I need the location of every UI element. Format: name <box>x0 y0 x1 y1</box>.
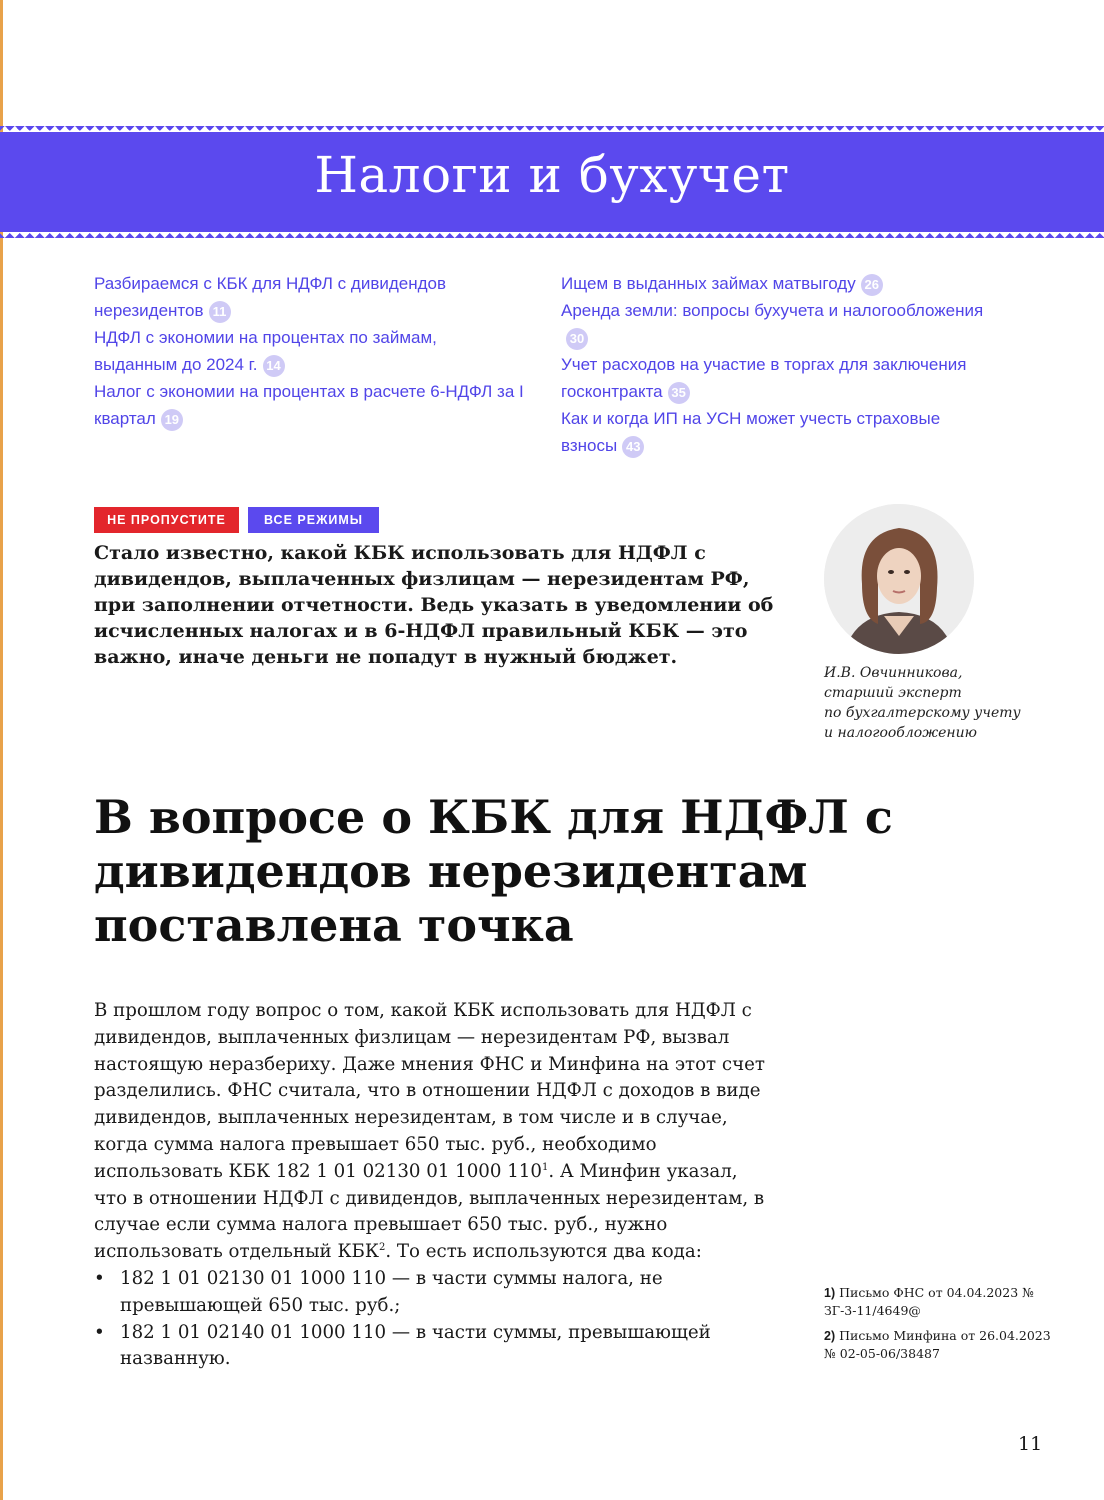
toc-column-1 <box>94 270 524 432</box>
body-paragraph <box>94 998 774 1266</box>
author-name: И.В. Овчинникова, <box>824 665 963 681</box>
footnote-text: Письмо Минфина от 26.04.2023 № 02-05-06/38487 <box>824 1328 1051 1361</box>
list-item: • 182 1 01 02130 01 1000 110 — в части суммы налога, не превышающей 650 тыс. руб.; <box>94 1266 774 1320</box>
author-role-line: старший эксперт <box>824 685 962 701</box>
author-caption <box>824 663 1044 743</box>
toc-page-badge[interactable]: 30 <box>566 328 588 350</box>
toc-item-text[interactable]: Аренда земли: вопросы бухучета и налогообложения <box>561 301 984 320</box>
toc-item[interactable] <box>561 297 1001 351</box>
toc-page-badge[interactable]: 26 <box>861 274 883 296</box>
article-body <box>94 998 774 1373</box>
toc-item[interactable] <box>561 351 1001 405</box>
section-banner <box>0 126 1104 238</box>
footnote-ref-2[interactable]: 2 <box>378 1242 386 1254</box>
footnotes <box>824 1284 1054 1370</box>
toc-item[interactable] <box>561 270 1001 297</box>
tag-dont-miss: НЕ ПРОПУСТИТЕ <box>94 507 239 533</box>
toc-column-2 <box>561 270 1001 459</box>
toc-page-badge[interactable]: 11 <box>209 301 231 323</box>
toc-item-text[interactable]: Как и когда ИП на УСН может учесть страховые взносы <box>561 409 941 455</box>
footnote-number: 1) <box>824 1286 836 1300</box>
toc-item[interactable] <box>561 405 1001 459</box>
footnote-text: Письмо ФНС от 04.04.2023 № ЗГ-3-11/4649@ <box>824 1285 1034 1318</box>
author-role-line: и налогообложению <box>824 725 977 741</box>
footnote-ref-1[interactable]: 1 <box>541 1161 549 1173</box>
article-headline: В вопросе о КБК для НДФЛ с дивидендов нерезидентам поставлена точка <box>94 790 893 952</box>
toc-page-badge[interactable]: 14 <box>263 355 285 377</box>
toc-item-text[interactable]: Налог с экономии на процентах в расчете 6-НДФЛ за I квартал <box>94 382 524 428</box>
page-number: 11 <box>1018 1433 1043 1455</box>
toc-page-badge[interactable]: 43 <box>622 436 644 458</box>
toc-page-badge[interactable]: 35 <box>668 382 690 404</box>
lead-paragraph: Стало известно, какой КБК использовать для НДФЛ с дивидендов, выплаченных физлицам — нерезидентам РФ, при заполнении отчетности. Ведь указать в уведомлении об исчисленных налогах и в 6-НДФЛ правильный КБК — это важно, иначе деньги не попадут в нужный бюджет. <box>94 542 774 668</box>
toc-item[interactable] <box>94 324 524 378</box>
toc-page-badge[interactable]: 19 <box>161 409 183 431</box>
author-role-line: по бухгалтерскому учету <box>824 705 1021 721</box>
footnote <box>824 1284 1054 1319</box>
section-title: Налоги и бухучет <box>314 146 790 204</box>
author-portrait-icon <box>824 504 974 654</box>
kbk-list <box>94 1266 774 1373</box>
body-text: В прошлом году вопрос о том, какой КБК использовать для НДФЛ с дивидендов, выплаченных физлицам — нерезидентам РФ, вызвал настоящую неразбериху. Даже мнения ФНС и Минфина на этот счет разделились. ФНС считала, что в отношении НДФЛ с доходов в виде дивидендов, выплаченных нерезидентам, в том числе и в случае, когда сумма налога превышает 650 тыс. руб., необходимо использовать КБК 182 1 01 02130 01 1000 110 <box>94 1000 765 1182</box>
toc-item-text[interactable]: Ищем в выданных займах матвыгоду <box>561 274 856 293</box>
footnote-number: 2) <box>824 1329 836 1343</box>
banner-zigzag-bottom <box>0 231 1104 238</box>
toc-item[interactable] <box>94 270 524 324</box>
toc-item-text[interactable]: НДФЛ с экономии на процентах по займам, выданным до 2024 г. <box>94 328 437 374</box>
toc-item-text[interactable]: Разбираемся с КБК для НДФЛ с дивидендов нерезидентов <box>94 274 447 320</box>
footnote <box>824 1327 1054 1362</box>
list-item: • 182 1 01 02140 01 1000 110 — в части суммы, превышающей названную. <box>94 1320 774 1374</box>
toc-item[interactable] <box>94 378 524 432</box>
body-text: . А Минфин указал, что в отношении НДФЛ с дивидендов, выплаченных нерезидентам, в случае если сумма налога превышает 650 тыс. руб., нужно использовать отдельный КБК <box>94 1160 765 1263</box>
author-photo <box>824 504 974 654</box>
body-text: . То есть используются два кода: <box>385 1241 702 1263</box>
tag-all-regimes: ВСЕ РЕЖИМЫ <box>248 507 379 533</box>
toc-item-text[interactable]: Учет расходов на участие в торгах для заключения госконтракта <box>561 355 967 401</box>
